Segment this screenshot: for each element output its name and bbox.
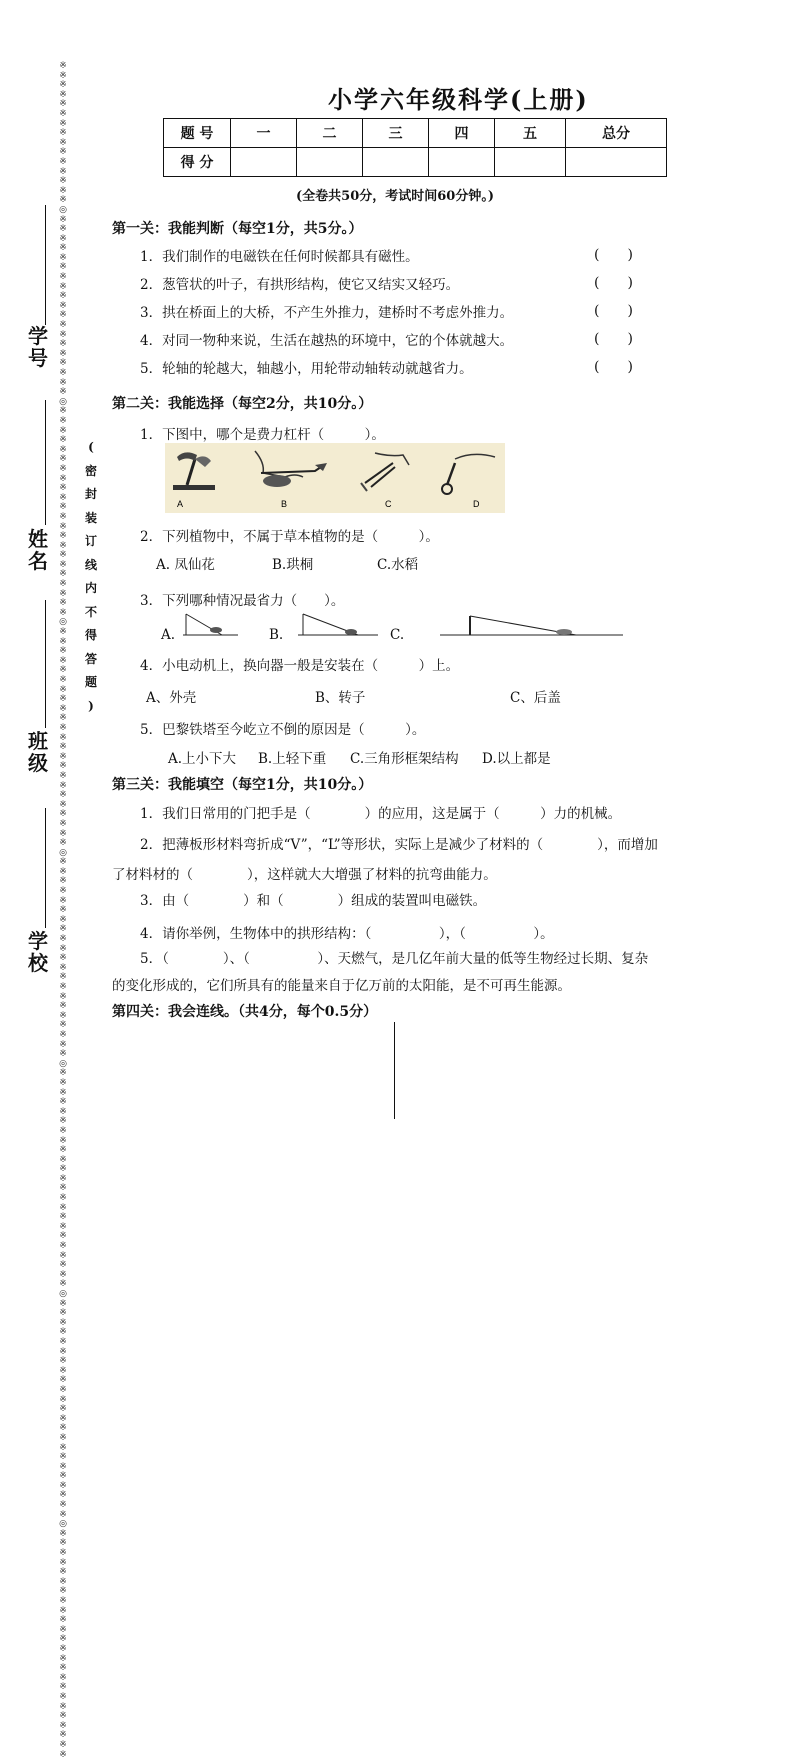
class-label: 班级 <box>28 729 48 775</box>
section1-heading: 第一关：我能判断（每空1分，共5分。） <box>112 221 363 237</box>
center-divider <box>394 1022 395 1119</box>
s2-q2: 2．下列植物中，不属于草本植物的是（ ）。 <box>140 529 439 545</box>
s2-q4: 4．小电动机上，换向器一般是安装在（ ）上。 <box>140 658 460 674</box>
s1-item-1: 1．我们制作的电磁铁在任何时候都具有磁性。 <box>140 249 419 265</box>
s1-item-3: 3．拱在桥面上的大桥，不产生外推力，建桥时不考虑外推力。 <box>140 305 514 321</box>
s3-q2-line2: 了材料材的（ ），这样就大大增强了材料的抗弯曲能力。 <box>112 867 497 883</box>
s3-q5-line1: 5．（ ）、（ ）、天燃气，是几亿年前大量的低等生物经过长期、复杂 <box>140 951 649 967</box>
s2-q1: 1．下图中，哪个是费力杠杆（ ）。 <box>140 427 385 443</box>
binding-stars: ※※※※※※※※※※※※※※※◎※※※※※※※※※※※※※※※※※※※◎※※※※※※※※※※※※※※※※※※※※※※◎※※※※※※※※※※※※※※※※※※※※※※※◎※※※※※※※※※※※※※※※※※※※※※◎※※※※※※※※※※※※※※※※※※※※※※※◎※※※※※※※※※※※※※※※※※※※※※※※◎※※※※※※※※※※※※※※※※※※※※※※※※ <box>59 61 67 1760</box>
section3-heading: 第三关：我能填空（每空1分，共10分。） <box>112 777 373 793</box>
class-line <box>45 600 46 728</box>
s3-q5-line2: 的变化形成的，它们所具有的能量来自于亿万前的太阳能，是不可再生能源。 <box>112 978 571 994</box>
s1-answer-1[interactable]: ( ) <box>594 247 633 263</box>
s3-q3: 3．由（ ）和（ ）组成的装置叫电磁铁。 <box>140 893 487 909</box>
score-input-cell[interactable] <box>429 148 495 177</box>
lever-label-c: C <box>385 499 392 509</box>
s1-item-5: 5．轮轴的轮越大，轴越小，用轮带动轴转动就越省力。 <box>140 361 473 377</box>
score-table <box>163 118 667 177</box>
score-input-cell[interactable] <box>297 148 363 177</box>
s2-q4-option-c[interactable]: C、后盖 <box>510 690 561 706</box>
s2-q2-option-c[interactable]: C.水稻 <box>377 557 419 573</box>
s1-answer-4[interactable]: ( ) <box>594 331 633 347</box>
lever-label-a: A <box>177 499 184 509</box>
student-id-label: 学号 <box>28 324 48 370</box>
s1-item-4: 4．对同一物种来说，生活在越热的环境中，它的个体就越大。 <box>140 333 514 349</box>
s1-answer-5[interactable]: ( ) <box>594 359 633 375</box>
score-input-cell[interactable] <box>231 148 297 177</box>
score-input-cell[interactable] <box>363 148 429 177</box>
student-id-line <box>45 205 46 325</box>
score-header-cell: 五 <box>495 119 566 148</box>
s1-answer-2[interactable]: ( ) <box>594 275 633 291</box>
s2-q2-option-b[interactable]: B.珙桐 <box>272 557 314 573</box>
name-label: 姓名 <box>28 527 48 573</box>
section2-heading: 第二关：我能选择（每空2分，共10分。） <box>112 396 373 412</box>
s1-item-2: 2．葱管状的叶子，有拱形结构，使它又结实又轻巧。 <box>140 277 460 293</box>
exam-note: (全卷共50分，考试时间60分钟。) <box>296 189 494 204</box>
s2-q4-option-a[interactable]: A、外壳 <box>146 690 197 706</box>
s2-q5-option-d[interactable]: D.以上都是 <box>482 751 551 767</box>
s1-answer-3[interactable]: ( ) <box>594 303 633 319</box>
incline-illustration <box>178 610 628 640</box>
s2-q5-option-c[interactable]: C.三角形框架结构 <box>350 751 459 767</box>
score-header-cell: 三 <box>363 119 429 148</box>
lever-label-d: D <box>473 499 480 509</box>
school-line <box>45 808 46 928</box>
s3-q4: 4．请你举例，生物体中的拱形结构：（ ），（ ）。 <box>140 926 554 942</box>
score-header-cell: 题 号 <box>164 119 231 148</box>
s2-q3-option-c[interactable]: C. <box>390 627 405 643</box>
s2-q3: 3．下列哪种情况最省力（ ）。 <box>140 593 345 609</box>
score-header-cell: 一 <box>231 119 297 148</box>
score-header-cell: 二 <box>297 119 363 148</box>
score-input-cell[interactable] <box>495 148 566 177</box>
score-header-cell: 四 <box>429 119 495 148</box>
score-row-label: 得 分 <box>164 148 231 177</box>
s2-q3-option-b[interactable]: B. <box>269 627 284 643</box>
score-table-score-row <box>164 148 667 177</box>
lever-label-b: B <box>281 499 288 509</box>
seal-warning: ( 密 封 装 订 线 内 不 得 答 题 ) <box>84 440 97 713</box>
page-title: 小学六年级科学(上册) <box>328 85 589 114</box>
s3-q1: 1．我们日常用的门把手是（ ）的应用，这是属于（ ）力的机械。 <box>140 806 622 822</box>
s3-q2-line1: 2．把薄板形材料弯折成“V”，“L”等形状，实际上是减少了材料的（ ），而增加 <box>140 837 658 853</box>
s2-q5-option-a[interactable]: A.上小下大 <box>168 751 237 767</box>
s2-q5-option-b[interactable]: B.上轻下重 <box>258 751 327 767</box>
s2-q2-option-a[interactable]: A. 凤仙花 <box>156 557 215 573</box>
lever-illustration <box>165 443 505 513</box>
s2-q4-option-b[interactable]: B、转子 <box>315 690 366 706</box>
name-line <box>45 400 46 525</box>
school-label: 学校 <box>28 929 48 975</box>
score-table-header-row <box>164 119 667 148</box>
s2-q5: 5．巴黎铁塔至今屹立不倒的原因是（ ）。 <box>140 722 426 738</box>
score-header-cell: 总分 <box>566 119 667 148</box>
s2-q3-option-a[interactable]: A. <box>161 627 176 643</box>
section4-heading: 第四关：我会连线。（共4分，每个0.5分） <box>112 1004 378 1020</box>
score-input-cell[interactable] <box>566 148 667 177</box>
